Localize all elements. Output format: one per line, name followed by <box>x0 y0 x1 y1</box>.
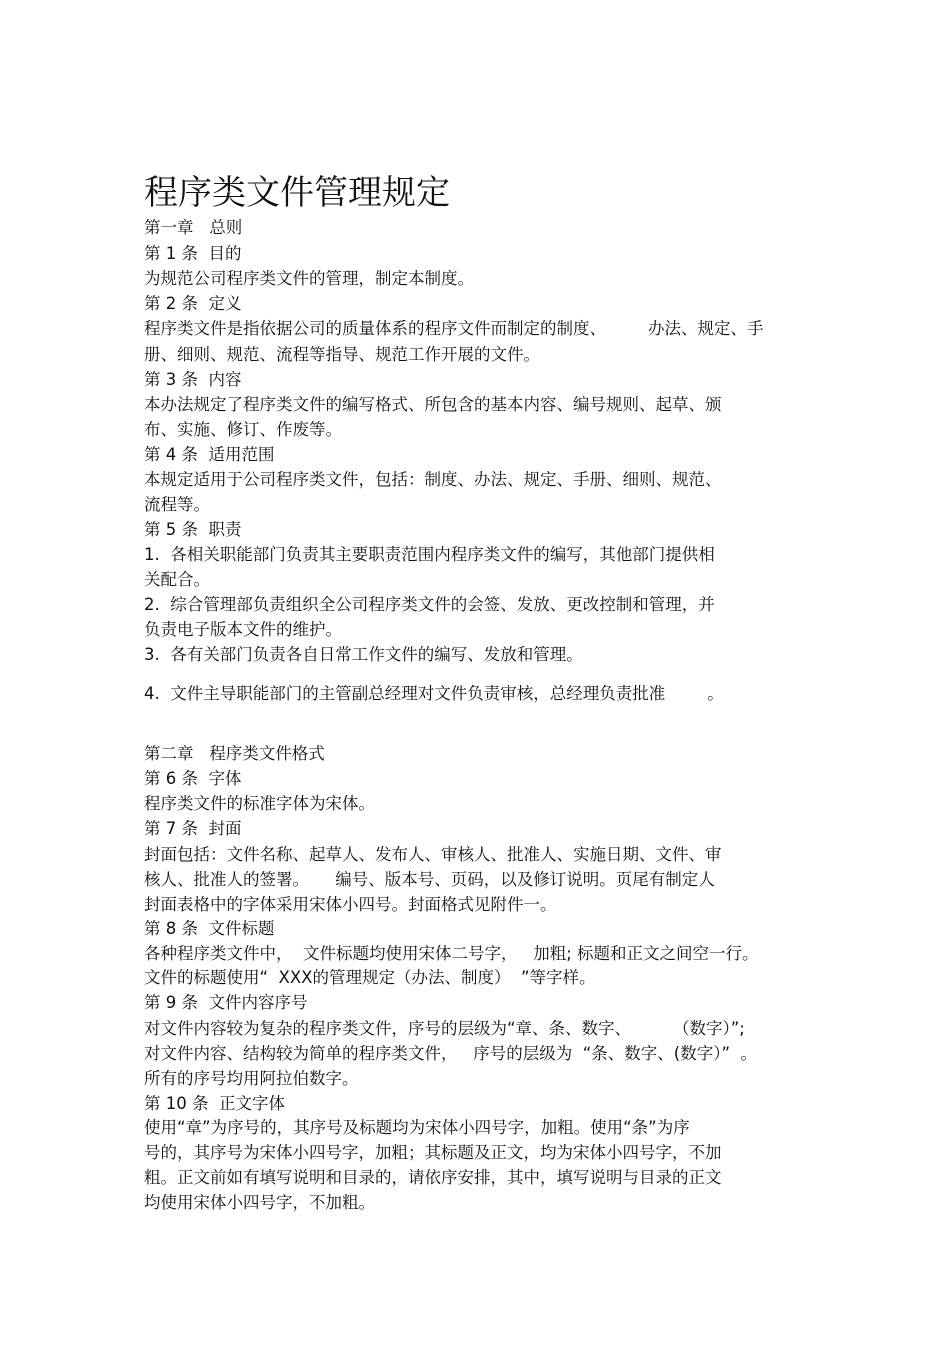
article-heading: 第 6 条 字体 <box>144 769 242 788</box>
article-heading: 第 2 条 定义 <box>144 294 242 313</box>
body-line: 文件的标题使用“ XXX的管理规定（办法、制度） ”等字样。 <box>144 968 596 987</box>
article-heading: 第 7 条 封面 <box>144 819 242 838</box>
article-heading: 第 9 条 文件内容序号 <box>144 993 308 1012</box>
body-line: 布、实施、修订、作废等。 <box>144 420 342 439</box>
body-line: 对文件内容、结构较为简单的程序类文件， 序号的层级为 “条、数字、(数字）” 。 <box>144 1044 757 1063</box>
body-line: 所有的序号均用阿拉伯数字。 <box>144 1069 359 1088</box>
body-line: 粗。正文前如有填写说明和目录的，请依序安排，其中，填写说明与目录的正文 <box>144 1168 722 1187</box>
body-line: 均使用宋体小四号字，不加粗。 <box>144 1193 375 1212</box>
body-line: 封面表格中的字体采用宋体小四号。封面格式见附件一。 <box>144 895 557 914</box>
list-item: 3. 各有关部门负责各自日常工作文件的编写、发放和管理。 <box>144 645 583 664</box>
body-line: 使用“章”为序号的，其序号及标题均为宋体小四号字，加粗。使用“条”为序 <box>144 1118 690 1137</box>
document-title: 程序类文件管理规定 <box>144 173 450 213</box>
body-line: 本办法规定了程序类文件的编写格式、所包含的基本内容、编号规则、起草、颁 <box>144 395 722 414</box>
body-line: 关配合。 <box>144 570 210 589</box>
chapter-heading: 第一章 总则 <box>144 218 243 237</box>
article-heading: 第 5 条 职责 <box>144 520 242 539</box>
body-line: 负责电子版本文件的维护。 <box>144 620 342 639</box>
list-item: 2. 综合管理部负责组织全公司程序类文件的会签、发放、更改控制和管理，并 <box>144 595 715 614</box>
article-heading: 第 1 条 目的 <box>144 244 242 263</box>
list-item: 4. 文件主导职能部门的主管副总经理对文件负责审核，总经理负责批准 。 <box>144 684 724 703</box>
body-line: 核人、批准人的签署。 编号、版本号、页码，以及修订说明。页尾有制定人 <box>144 870 715 889</box>
body-line: 为规范公司程序类文件的管理，制定本制度。 <box>144 269 474 288</box>
body-line: 程序类文件的标准字体为宋体。 <box>144 794 375 813</box>
article-heading: 第 4 条 适用范围 <box>144 445 275 464</box>
body-line: 各种程序类文件中， 文件标题均使用宋体二号字， 加粗; 标题和正文之间空一行。 <box>144 944 759 963</box>
body-line: 对文件内容较为复杂的程序类文件，序号的层级为“章、条、数字、 （数字）”; <box>144 1019 745 1038</box>
body-line: 册、细则、规范、流程等指导、规范工作开展的文件。 <box>144 345 540 364</box>
body-line: 本规定适用于公司程序类文件，包括：制度、办法、规定、手册、细则、规范、 <box>144 470 722 489</box>
body-line: 封面包括：文件名称、起草人、发布人、审核人、批准人、实施日期、文件、审 <box>144 845 722 864</box>
article-heading: 第 8 条 文件标题 <box>144 919 275 938</box>
chapter-heading: 第二章 程序类文件格式 <box>144 744 325 763</box>
article-heading: 第 3 条 内容 <box>144 370 242 389</box>
body-line: 流程等。 <box>144 495 210 514</box>
body-line: 号的，其序号为宋体小四号字，加粗；其标题及正文，均为宋体小四号字，不加 <box>144 1143 722 1162</box>
body-line: 程序类文件是指依据公司的质量体系的程序文件而制定的制度、 办法、规定、手 <box>144 319 764 338</box>
list-item: 1. 各相关职能部门负责其主要职责范围内程序类文件的编写，其他部门提供相 <box>144 545 715 564</box>
article-heading: 第 10 条 正文字体 <box>144 1094 285 1113</box>
